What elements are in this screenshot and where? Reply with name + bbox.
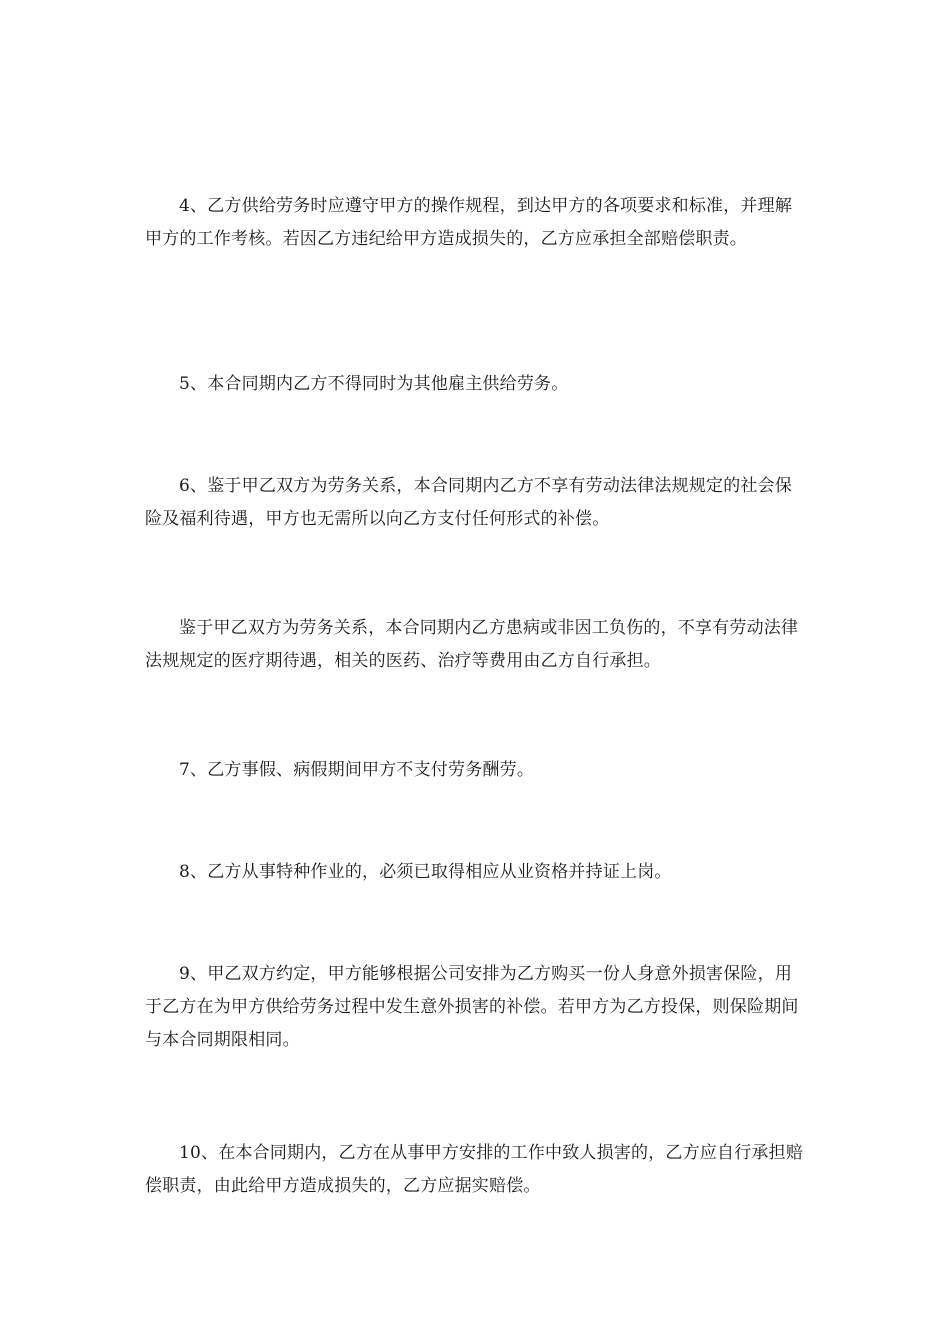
clause-9: 9、甲乙双方约定，甲方能够根据公司安排为乙方购买一份人身意外损害保险，用于乙方在为甲方供给劳务过程中发生意外损害的补偿。若甲方为乙方投保，则保险期间与本合同期限相同。 xyxy=(145,964,799,1050)
clause-8: 8、乙方从事特种作业的，必须已取得相应从业资格并持证上岗。 xyxy=(179,862,672,882)
clause-7: 7、乙方事假、病假期间甲方不支付劳务酬劳。 xyxy=(179,760,535,780)
clause-6-supplement: 鉴于甲乙双方为劳务关系，本合同期内乙方患病或非因工负伤的，不享有劳动法律法规规定的医疗期待遇，相关的医药、治疗等费用由乙方自行承担。 xyxy=(145,618,799,671)
clause-6: 6、鉴于甲乙双方为劳务关系，本合同期内乙方不享有劳动法律法规规定的社会保险及福利待遇，甲方也无需所以向乙方支付任何形式的补偿。 xyxy=(145,476,793,529)
clause-4: 4、乙方供给劳务时应遵守甲方的操作规程，到达甲方的各项要求和标准，并理解甲方的工作考核。若因乙方违纪给甲方造成损失的，乙方应承担全部赔偿职责。 xyxy=(145,196,793,249)
clause-10: 10、在本合同期内，乙方在从事甲方安排的工作中致人损害的，乙方应自行承担赔偿职责，由此给甲方造成损失的，乙方应据实赔偿。 xyxy=(145,1143,804,1196)
clause-5: 5、本合同期内乙方不得同时为其他雇主供给劳务。 xyxy=(179,374,569,394)
